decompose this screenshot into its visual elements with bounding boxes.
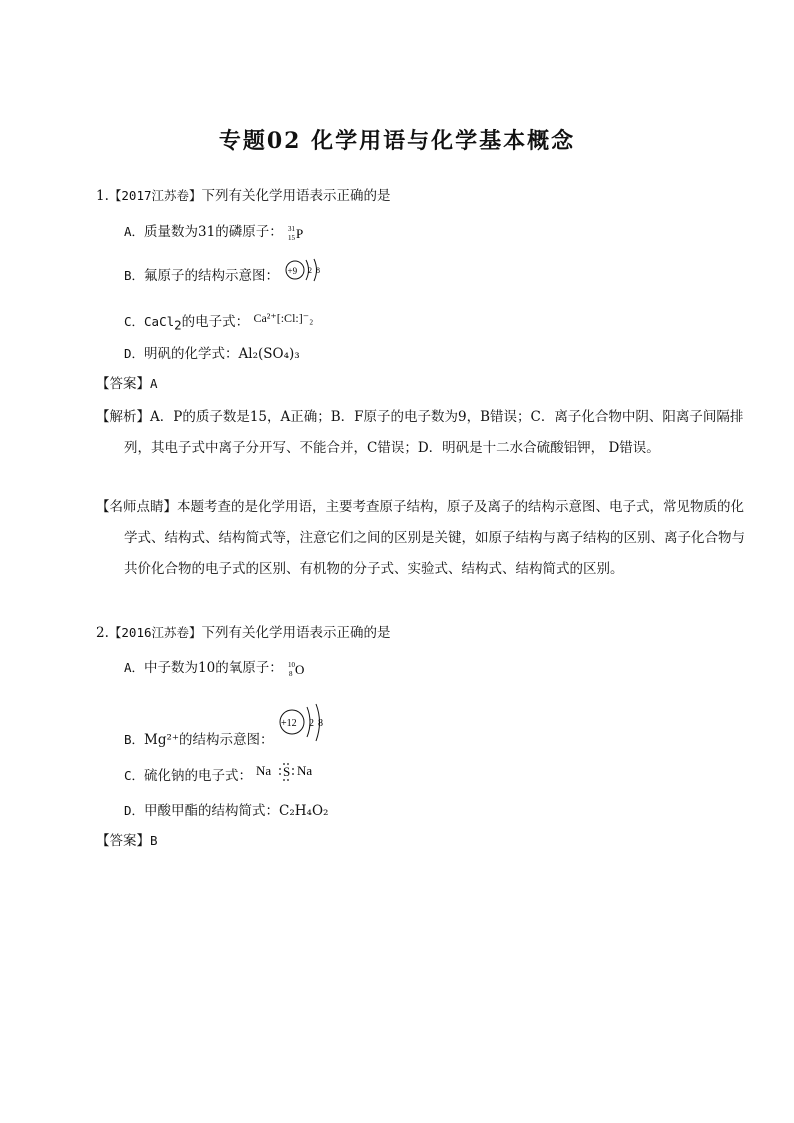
- q1-option-b: [124, 266, 327, 286]
- option-letter: B．: [124, 268, 145, 283]
- q2-option-d: [124, 801, 328, 821]
- answer-label: 【答案】: [96, 833, 150, 849]
- atomic-number: 15: [288, 233, 296, 242]
- nucleus-charge: +12: [280, 717, 297, 729]
- answer-label: 【答案】: [96, 376, 150, 392]
- option-formula-subscript: 2: [174, 317, 182, 333]
- question-2-stem: [96, 623, 391, 643]
- option-letter: B．: [124, 732, 145, 747]
- option-text: 硫化钠的电子式：: [144, 768, 253, 784]
- sulfur-center: S: [283, 763, 291, 779]
- page-title: 专题02 化学用语与化学基本概念: [218, 128, 576, 154]
- cacl2-electron-formula: Ca²⁺[:Cl:]⁻₂: [253, 311, 314, 325]
- nucleus-charge: +9: [287, 265, 298, 276]
- question-1-number: 1.: [96, 188, 109, 204]
- question-2-text: 下列有关化学用语表示正确的是: [201, 625, 391, 641]
- question-1-source: 【2017江苏卷】: [108, 188, 202, 203]
- comment-text: 本题考查的是化学用语，主要考查原子结构，原子及离子的结构示意图、电子式，常见物质的化学式、结构式、结构简式等，注意它们之间的区别是关键，如原子结构与离子结构的区别、离子化合物与共价化合物的电子式的区别、有机物的分子式、实验式、结构式、结构简式的区别。: [124, 499, 745, 577]
- q2-option-c: [124, 762, 326, 786]
- q1-option-d: [124, 344, 300, 364]
- question-2-number: 2.: [96, 625, 109, 641]
- option-text: 的电子式：: [181, 314, 250, 330]
- question-1-text: 下列有关化学用语表示正确的是: [201, 188, 391, 204]
- sodium-right: Na: [297, 762, 313, 778]
- option-text: Mg²⁺的结构示意图：: [144, 732, 274, 748]
- q2-option-a: [124, 658, 309, 679]
- analysis-label: 【解析】: [96, 409, 150, 425]
- q1-comment: [96, 492, 746, 585]
- na2s-electron-formula: [256, 761, 326, 783]
- atomic-number: 8: [289, 669, 293, 678]
- magnesium-ion-diagram: [278, 701, 330, 747]
- q1-analysis: [96, 402, 746, 464]
- nuclide-notation-p: [287, 223, 309, 243]
- q1-answer: [96, 374, 158, 394]
- option-letter: C．: [124, 314, 145, 329]
- option-text: 中子数为10的氧原子：: [144, 660, 283, 676]
- shell-1-electrons: 2: [308, 717, 314, 729]
- element-symbol: O: [295, 661, 305, 677]
- option-text: 明矾的化学式：Al₂(SO₄)₃: [144, 346, 300, 362]
- answer-value: A: [150, 376, 158, 391]
- option-text: 甲酸甲酯的结构简式：C₂H₄O₂: [144, 803, 329, 819]
- option-text: 质量数为31的磷原子：: [144, 224, 283, 240]
- q2-option-b: [124, 717, 330, 750]
- mass-number: 31: [288, 224, 296, 233]
- mass-number: 10: [288, 660, 296, 669]
- answer-value: B: [150, 833, 158, 848]
- analysis-text: A．P的质子数是15，A正确；B．F原子的电子数为9，B错误；C．离子化合物中阴、阳离子间隔排列，其电子式中离子分开写、不能合并，C错误；D．明矾是十二水合硫酸铝钾， D错误。: [124, 409, 744, 456]
- option-formula: CaCl: [144, 314, 175, 329]
- shell-2-electrons: 8: [316, 265, 321, 275]
- nuclide-notation-o: [287, 659, 309, 679]
- question-1-stem: [96, 186, 391, 206]
- element-symbol: P: [296, 225, 304, 241]
- q1-option-a: [124, 222, 309, 243]
- option-letter: A．: [124, 224, 145, 239]
- option-letter: C．: [124, 768, 145, 783]
- comment-label: 【名师点睛】: [96, 499, 177, 515]
- option-letter: A．: [124, 660, 145, 675]
- option-letter: D．: [124, 346, 145, 361]
- sodium-left: Na: [256, 762, 272, 778]
- question-2-source: 【2016江苏卷】: [108, 625, 202, 640]
- q2-answer: [96, 831, 158, 851]
- option-text: 氟原子的结构示意图：: [144, 268, 280, 284]
- shell-2-electrons: 8: [317, 717, 323, 729]
- shell-1-electrons: 2: [308, 265, 313, 275]
- option-letter: D．: [124, 803, 145, 818]
- q1-option-c: [124, 308, 313, 336]
- fluorine-atom-diagram: [283, 256, 327, 286]
